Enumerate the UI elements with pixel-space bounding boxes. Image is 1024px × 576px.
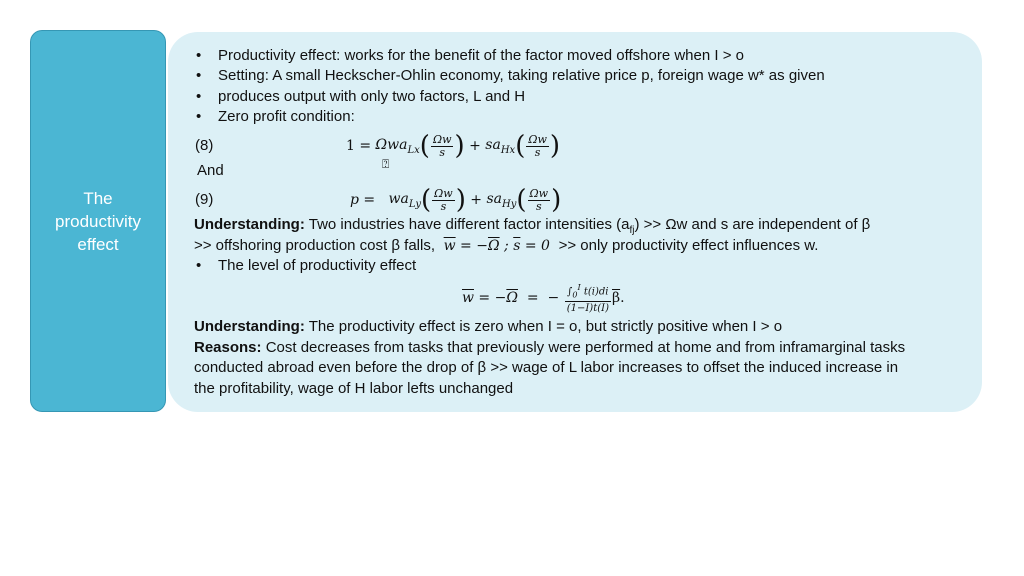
bullet-dot: •	[196, 257, 202, 274]
reasons-line-3: the profitability, wage of H labor lefts unchanged	[194, 380, 514, 397]
equation-8-label: (8)	[195, 137, 214, 154]
bullet-productivity-level: The level of productivity effect	[218, 257, 417, 274]
understanding-subscript: fj	[629, 225, 635, 236]
reasons-line-2: conducted abroad even before the drop of β >> wage of L labor increases to offset the induced increase in	[194, 359, 899, 376]
reasons-text: Cost decreases from tasks that previously were performed at home and from inframarginal tasks	[265, 339, 906, 356]
offshoring-text-cont: >> only productivity effect influences w.	[558, 237, 819, 254]
understanding-text: The productivity effect is zero when I = o, but strictly positive when I > o	[308, 318, 783, 335]
equation-8: 1 = Ωwa$_{Lx}$ ( $\frac{\Omega w}{s}$ ) + $sa_{Hx}$ ( $\frac{\Omega w}{s}$ )	[346, 131, 561, 161]
equation-placeholder-glyph: ⍰	[382, 157, 390, 171]
equation-9: p = $wa_{Ly}$ ( $\frac{\Omega w}{s}$ ) + $sa_{Hy}$ ( $\frac{\Omega w}{s}$ )	[350, 185, 562, 215]
understanding-text-cont: ) >> Ωw and s are independent of β	[634, 216, 871, 233]
understanding-label: Understanding:	[194, 216, 305, 233]
bullet-zero-profit: Zero profit condition:	[218, 108, 355, 125]
productivity-level-equation: $\overline{w} = -\overline{\Omega}$ = − $\frac{\int_0^I t(i)di}{(1-I)t(I)}$ $\overline{\beta}$.	[462, 282, 625, 315]
understanding-zero-effect	[194, 317, 782, 337]
equation-9-label: (9)	[195, 191, 214, 208]
sidebar-title-box	[30, 30, 166, 412]
bullet-dot: •	[196, 88, 202, 105]
offshoring-equation: $\overline{w} = -\overline{\Omega}$ ; $\overline{s} = 0$	[443, 238, 555, 254]
bullet-two-factors: produces output with only two factors, L and H	[218, 88, 526, 105]
offshoring-text: >> offshoring production cost β falls,	[194, 237, 435, 254]
understanding-label: Understanding:	[194, 318, 305, 335]
bullet-dot: •	[196, 108, 202, 125]
reasons-label: Reasons:	[194, 339, 262, 356]
understanding-text: Two industries have different factor intensities (a	[308, 216, 630, 233]
bullet-productivity-effect: Productivity effect: works for the benefit of the factor moved offshore when I > o	[218, 47, 744, 64]
and-label: And	[197, 162, 224, 179]
bullet-dot: •	[196, 67, 202, 84]
bullet-setting: Setting: A small Heckscher-Ohlin economy, taking relative price p, foreign wage w* as given	[218, 67, 825, 84]
reasons-line-1	[194, 338, 905, 358]
sidebar-title: The productivity effect	[55, 188, 141, 254]
bullet-dot: •	[196, 47, 202, 64]
offshoring-line	[194, 236, 818, 256]
